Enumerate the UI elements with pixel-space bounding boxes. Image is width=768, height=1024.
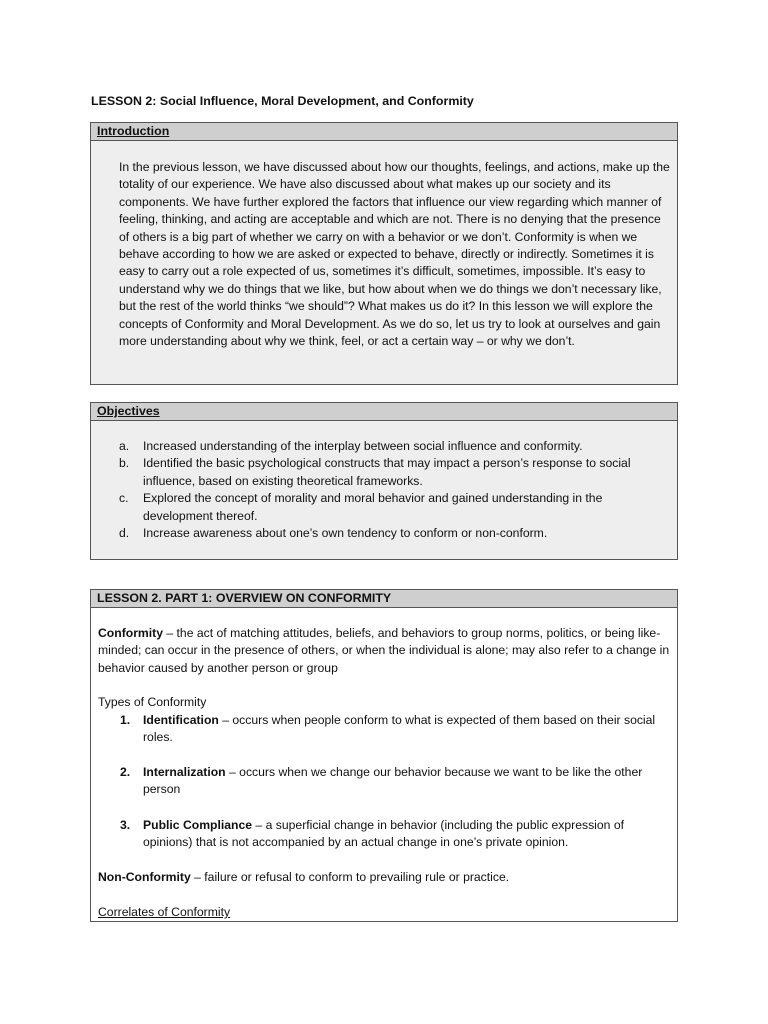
page-title: LESSON 2: Social Influence, Moral Development, and Conformity <box>91 94 474 108</box>
type-term: Public Compliance <box>143 818 253 832</box>
nonconformity-term: Non-Conformity <box>98 870 191 884</box>
objectives-heading: Objectives <box>97 404 160 418</box>
objective-text: Increased understanding of the interplay between social influence and conformity. <box>143 439 583 453</box>
objectives-section <box>90 402 678 560</box>
part1-heading: LESSON 2. PART 1: OVERVIEW ON CONFORMITY <box>97 591 392 605</box>
part1-header <box>91 590 677 608</box>
type-number: 2. <box>120 765 131 779</box>
introduction-header <box>91 123 677 141</box>
objective-item <box>119 438 672 455</box>
conformity-term: Conformity <box>98 626 163 640</box>
objective-text: Increase awareness about one’s own tendency to conform or non-conform. <box>143 526 548 541</box>
objective-item <box>119 525 672 542</box>
type-def: – a superficial change in behavior (including the public expression of opinions) that is not accompanied by an actual change in one’s private opinion. <box>143 818 624 850</box>
objective-item <box>119 490 672 525</box>
objective-item <box>119 455 672 490</box>
type-item <box>120 712 665 747</box>
objective-text: Identified the basic psychological constructs that may impact a person’s response to social influence, based on existing theoretical frameworks. <box>143 456 631 488</box>
introduction-text: In the previous lesson, we have discussed about how our thoughts, feelings, and actions, make up the totality of our experience. We have also discussed about what makes up our society and its components. We have further explored the factors that influence our view regarding which manner of feeling, thinking, and acting are acceptable and which are not. There is no denying that the presence of others is a big part of whether we carry on with a behavior or we don’t. Conformity is when we behave according to how we are asked or expected to behave, directly or indirectly. Sometimes it is easy to carry out a role expected of us, sometimes it’s difficult, sometimes, impossible. It’s easy to understand why we do things that we like, but how about when we do things we don’t necessary like, but the rest of the world thinks “we should”? What makes us do it? In this lesson we will explore the concepts of Conformity and Moral Development. As we do so, let us try to look at ourselves and gain more understanding about why we think, feel, or act a certain way – or why we don’t. <box>119 160 670 349</box>
type-def: – occurs when people conform to what is expected of them based on their social roles. <box>143 713 656 745</box>
part1-section <box>90 589 678 922</box>
objectives-list <box>119 438 672 542</box>
type-number: 1. <box>120 713 131 727</box>
type-def: – occurs when we change our behavior because we want to be like the other person <box>143 765 643 797</box>
type-item <box>120 817 665 852</box>
objective-marker: d. <box>119 526 130 541</box>
nonconformity-def-text: – failure or refusal to conform to prevailing rule or practice. <box>190 870 510 884</box>
introduction-heading: Introduction <box>97 124 170 138</box>
objectives-header <box>91 403 677 421</box>
type-number: 3. <box>120 818 131 832</box>
introduction-section <box>90 122 678 385</box>
objective-marker: c. <box>119 491 129 506</box>
objective-text: Explored the concept of morality and moral behavior and gained understanding in the development thereof. <box>143 491 603 523</box>
nonconformity-definition <box>98 869 670 886</box>
conformity-def-text: – the act of matching attitudes, beliefs, and behaviors to group norms, politics, or being like-minded; can occur in the presence of others, or when the individual is alone; may also refer to a change in behavior caused by another person or group <box>98 626 670 675</box>
objective-marker: a. <box>119 439 130 453</box>
conformity-definition <box>98 625 670 677</box>
correlates-heading: Correlates of Conformity <box>98 905 231 919</box>
types-heading: Types of Conformity <box>98 695 207 709</box>
type-term: Identification <box>143 713 219 727</box>
objective-marker: b. <box>119 456 130 471</box>
type-item <box>120 764 665 799</box>
type-term: Internalization <box>143 765 226 779</box>
